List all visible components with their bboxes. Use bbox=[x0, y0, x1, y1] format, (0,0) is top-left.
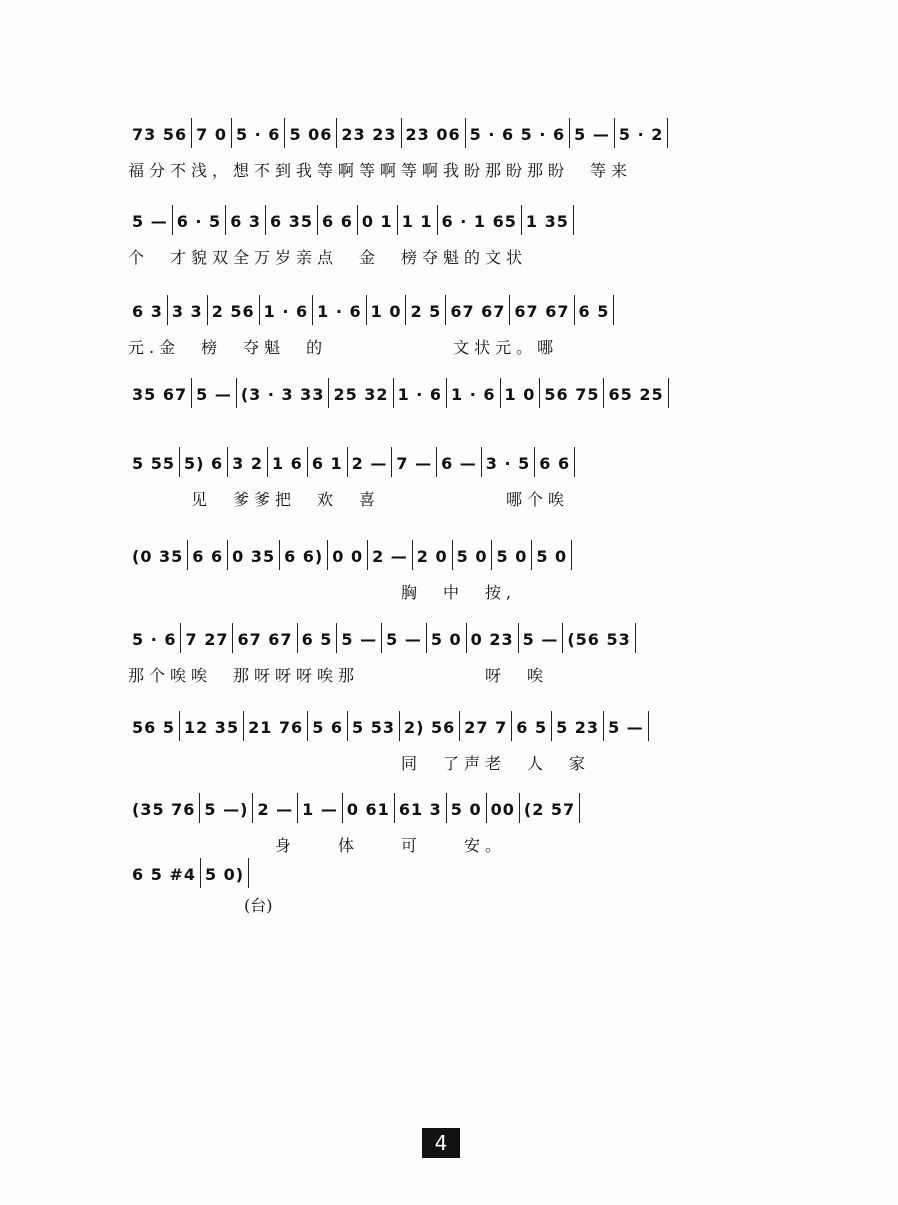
measure: 3 3 bbox=[168, 295, 208, 325]
measure: 00 bbox=[487, 793, 520, 823]
notes-row bbox=[128, 447, 798, 481]
notes-row bbox=[128, 711, 798, 745]
page-number: 4 bbox=[422, 1128, 460, 1158]
measure: 5) 6 bbox=[180, 447, 228, 477]
score-line-6 bbox=[128, 540, 798, 614]
measure: 5 — bbox=[192, 378, 237, 408]
notes-row bbox=[128, 295, 798, 329]
lyrics-row: 那个唉唉 那呀呀呀唉那 呀 唉 bbox=[128, 666, 549, 685]
measure: 0 61 bbox=[343, 793, 395, 823]
measure: 1 1 bbox=[398, 205, 438, 235]
measure: 5 · 6 bbox=[128, 623, 181, 653]
measure: 2) 56 bbox=[400, 711, 460, 741]
measure: (0 35 bbox=[128, 540, 188, 570]
notes-row bbox=[128, 378, 798, 412]
measure: 2 — bbox=[253, 793, 298, 823]
score-line-9 bbox=[128, 793, 798, 867]
lyrics-row: 胸 中 按, bbox=[128, 583, 517, 602]
measure: 6 5 bbox=[512, 711, 552, 741]
score-line-7 bbox=[128, 623, 798, 697]
measure: (35 76 bbox=[128, 793, 200, 823]
measure: 5 — bbox=[604, 711, 649, 741]
measure: 5 53 bbox=[348, 711, 400, 741]
measure: 5 · 6 bbox=[232, 118, 285, 148]
measure: 5 —) bbox=[200, 793, 253, 823]
measure: 6 6) bbox=[280, 540, 328, 570]
notes-row bbox=[128, 858, 798, 892]
measure: 6 5 bbox=[298, 623, 338, 653]
stage-annotation: (台) bbox=[244, 896, 273, 915]
measure: 2 — bbox=[348, 447, 393, 477]
measure: 1 · 6 bbox=[260, 295, 313, 325]
measure: 5 — bbox=[570, 118, 615, 148]
lyrics-row: 福分不浅，想不到我等啊等啊等啊我盼那盼那盼 等来 bbox=[128, 161, 633, 180]
measure: (56 53 bbox=[563, 623, 635, 653]
measure: 1 — bbox=[298, 793, 343, 823]
lyrics-row bbox=[128, 418, 798, 442]
measure: 5 — bbox=[128, 205, 173, 235]
measure: 23 06 bbox=[402, 118, 466, 148]
measure: 5 — bbox=[382, 623, 427, 653]
measure: 6 · 1 65 bbox=[438, 205, 522, 235]
measure: 12 35 bbox=[180, 711, 244, 741]
measure: 3 2 bbox=[228, 447, 268, 477]
measure: 21 76 bbox=[244, 711, 308, 741]
measure: 6 6 bbox=[188, 540, 228, 570]
notes-row bbox=[128, 623, 798, 657]
measure: 6 3 bbox=[226, 205, 266, 235]
measure: 7 — bbox=[392, 447, 437, 477]
measure: 35 67 bbox=[128, 378, 192, 408]
measure: 67 67 bbox=[233, 623, 297, 653]
measure: 5 — bbox=[337, 623, 382, 653]
measure: 1 · 6 bbox=[313, 295, 366, 325]
measure: 1 · 6 bbox=[394, 378, 447, 408]
measure: 67 67 bbox=[510, 295, 574, 325]
measure: 25 32 bbox=[329, 378, 393, 408]
measure: 1 0 bbox=[501, 378, 541, 408]
lyrics-row: 个 才貌双全万岁亲点 金 榜夺魁的文状 bbox=[128, 248, 528, 267]
measure: 5 0 bbox=[453, 540, 493, 570]
measure: 6 6 bbox=[535, 447, 575, 477]
measure: 6 · 5 bbox=[173, 205, 226, 235]
measure: (2 57 bbox=[520, 793, 580, 823]
lyrics-row: 身 体 可 安。 bbox=[128, 836, 507, 855]
score-line-10 bbox=[128, 858, 798, 932]
measure: 6 1 bbox=[308, 447, 348, 477]
score-line-2 bbox=[128, 205, 798, 279]
score-line-8 bbox=[128, 711, 798, 785]
measure: 56 5 bbox=[128, 711, 180, 741]
measure: 65 25 bbox=[604, 378, 668, 408]
measure: 67 67 bbox=[446, 295, 510, 325]
measure: 5 · 2 bbox=[615, 118, 668, 148]
lyrics-row: 元.金 榜 夺魁 的 文状元。哪 bbox=[128, 338, 559, 357]
measure: 2 5 bbox=[406, 295, 446, 325]
measure: 3 · 5 bbox=[482, 447, 535, 477]
measure: 5 06 bbox=[285, 118, 337, 148]
score-line-5 bbox=[128, 447, 798, 521]
measure: 5 0 bbox=[492, 540, 532, 570]
lyrics-row: 见 爹爹把 欢 喜 哪个唉 bbox=[128, 490, 570, 509]
measure: 61 3 bbox=[395, 793, 447, 823]
measure: 6 3 bbox=[128, 295, 168, 325]
measure: 5 0 bbox=[427, 623, 467, 653]
measure: 23 23 bbox=[337, 118, 401, 148]
measure: 6 6 bbox=[318, 205, 358, 235]
notes-row bbox=[128, 118, 798, 152]
measure: 1 0 bbox=[367, 295, 407, 325]
measure: 27 7 bbox=[460, 711, 512, 741]
measure: 1 · 6 bbox=[447, 378, 500, 408]
lyrics-row: 同 了声老 人 家 bbox=[128, 754, 591, 773]
measure: 7 0 bbox=[192, 118, 232, 148]
measure: 6 — bbox=[437, 447, 482, 477]
measure: 56 75 bbox=[540, 378, 604, 408]
final-measure: 5 0) bbox=[201, 858, 249, 888]
measure: 0 35 bbox=[228, 540, 280, 570]
measure: 0 1 bbox=[358, 205, 398, 235]
measure: 7 27 bbox=[181, 623, 233, 653]
measure: 5 6 bbox=[308, 711, 348, 741]
score-line-1 bbox=[128, 118, 798, 192]
measure: 2 0 bbox=[413, 540, 453, 570]
measure: 6 35 bbox=[266, 205, 318, 235]
notes-row bbox=[128, 793, 798, 827]
measure: 0 23 bbox=[467, 623, 519, 653]
measure: 1 35 bbox=[522, 205, 574, 235]
measure: 0 0 bbox=[328, 540, 368, 570]
measure: 5 0 bbox=[532, 540, 572, 570]
measure: 5 0 bbox=[447, 793, 487, 823]
notes-row bbox=[128, 205, 798, 239]
measure: 5 55 bbox=[128, 447, 180, 477]
measure: 5 — bbox=[519, 623, 564, 653]
measure: (3 · 3 33 bbox=[237, 378, 330, 408]
measure: 6 5 #4 bbox=[128, 858, 201, 888]
measure: 2 56 bbox=[208, 295, 260, 325]
measure: 73 56 bbox=[128, 118, 192, 148]
measure: 1 6 bbox=[268, 447, 308, 477]
score-line-4 bbox=[128, 378, 798, 452]
measure: 5 23 bbox=[552, 711, 604, 741]
notes-row bbox=[128, 540, 798, 574]
measure: 5 · 6 5 · 6 bbox=[466, 118, 571, 148]
score-line-3 bbox=[128, 295, 798, 369]
measure: 6 5 bbox=[575, 295, 615, 325]
measure: 2 — bbox=[368, 540, 413, 570]
